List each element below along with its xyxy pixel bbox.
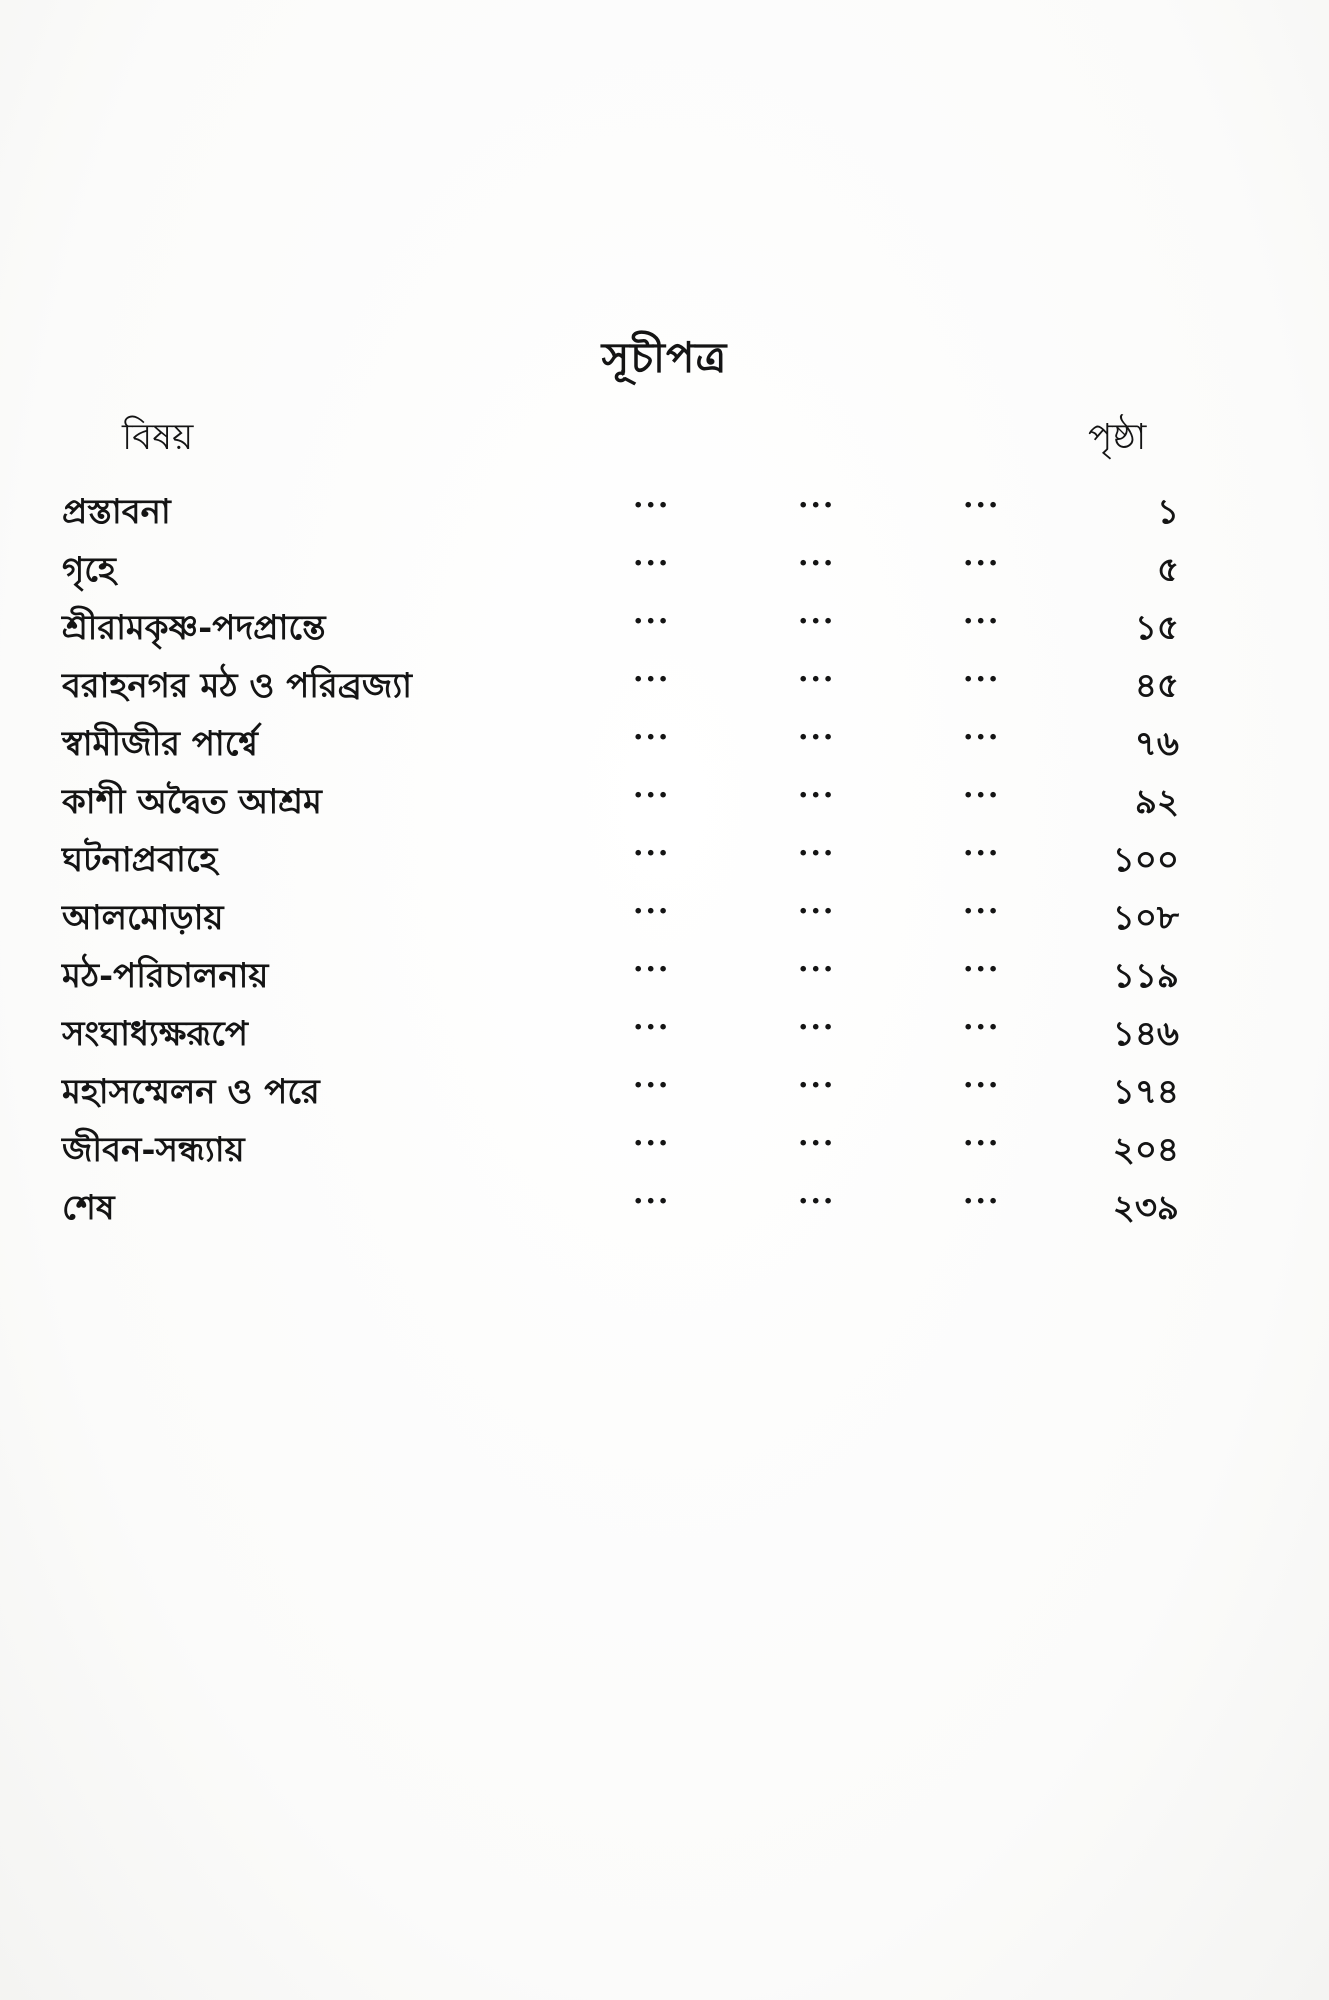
leader-dots: ... [963,538,1001,573]
leader-dots: ... [633,1176,671,1211]
leader-dots: ... [798,712,836,747]
leader-dots: ... [798,1002,836,1037]
toc-entry-topic: মহাসম্মেলন ও পরে [62,1072,320,1112]
leader-dots: ... [633,828,671,863]
toc-entry-page-number: ৫ [1156,550,1179,590]
leader-dots: ... [798,654,836,689]
leader-dots: ... [798,828,836,863]
toc-entry-page-number: ১৫ [1134,608,1179,648]
leader-dots: ... [633,1060,671,1095]
toc-entry-page-number: ২০৪ [1112,1130,1179,1170]
leader-dots: ... [633,538,671,573]
leader-dots: ... [963,654,1001,689]
leader-dots: ... [963,770,1001,805]
toc-entry-page-number: ১৪৬ [1112,1014,1179,1054]
leader-dots: ... [798,770,836,805]
toc-entry-page-number: ১১৯ [1112,956,1179,996]
leader-dots: ... [963,1060,1001,1095]
leader-dots: ... [798,596,836,631]
leader-dots: ... [798,944,836,979]
leader-dots: ... [633,770,671,805]
leader-dots: ... [798,886,836,921]
toc-entry-topic: বরাহনগর মঠ ও পরিব্রজ্যা [62,666,413,706]
toc-entry-page-number: ১ [1156,492,1179,532]
toc-entry-topic: প্রস্তাবনা [62,492,171,532]
toc-entry [0,1060,1329,1118]
toc-entry [0,1002,1329,1060]
toc-entry-page-number: ১৭৪ [1112,1072,1179,1112]
leader-dots: ... [633,596,671,631]
leader-dots: ... [798,1176,836,1211]
toc-entry-topic: সংঘাধ্যক্ষরূপে [62,1014,248,1054]
leader-dots: ... [963,1176,1001,1211]
toc-entry-page-number: ৭৬ [1134,724,1179,764]
toc-entry [0,654,1329,712]
leader-dots: ... [633,712,671,747]
toc-entry-page-number: ২৩৯ [1112,1188,1179,1228]
leader-dots: ... [633,1002,671,1037]
toc-entry-topic: মঠ-পরিচালনায় [62,956,269,996]
toc-entry-topic: স্বামীজীর পার্শ্বে [62,724,258,764]
toc-entry-page-number: ৯২ [1134,782,1179,822]
leader-dots: ... [633,944,671,979]
toc-entry [0,770,1329,828]
toc-entry [0,828,1329,886]
toc-entry-topic: শেষ [62,1188,115,1228]
leader-dots: ... [633,1118,671,1153]
leader-dots: ... [963,1002,1001,1037]
leader-dots: ... [963,1118,1001,1153]
toc-entry [0,944,1329,1002]
leader-dots: ... [633,654,671,689]
toc-entry [0,712,1329,770]
table-of-contents [0,480,1329,1234]
leader-dots: ... [963,596,1001,631]
leader-dots: ... [633,480,671,515]
page-column-header: পৃষ্ঠা [1088,417,1147,458]
toc-entry-topic: শ্রীরামকৃষ্ণ-পদপ্রান্তে [62,608,326,648]
toc-entry [0,1118,1329,1176]
toc-entry-page-number: ১০৮ [1112,898,1179,938]
leader-dots: ... [798,1118,836,1153]
toc-entry [0,886,1329,944]
leader-dots: ... [798,538,836,573]
leader-dots: ... [963,480,1001,515]
toc-entry-topic: আলমোড়ায় [62,898,224,938]
leader-dots: ... [633,886,671,921]
leader-dots: ... [963,886,1001,921]
toc-entry-topic: কাশী অদ্বৈত আশ্রম [62,782,322,822]
leader-dots: ... [963,712,1001,747]
toc-entry-topic: জীবন-সন্ধ্যায় [62,1130,245,1170]
toc-entry-topic: ঘটনাপ্রবাহে [62,840,218,880]
topic-column-header: বিষয় [122,417,194,458]
toc-entry [0,480,1329,538]
leader-dots: ... [963,944,1001,979]
leader-dots: ... [798,1060,836,1095]
toc-entry-topic: গৃহে [62,550,116,590]
leader-dots: ... [798,480,836,515]
leader-dots: ... [963,828,1001,863]
toc-entry [0,538,1329,596]
toc-entry [0,596,1329,654]
page-title: সূচীপত্র [601,333,728,382]
toc-entry-page-number: ১০০ [1112,840,1179,880]
toc-entry [0,1176,1329,1234]
toc-entry-page-number: ৪৫ [1134,666,1179,706]
